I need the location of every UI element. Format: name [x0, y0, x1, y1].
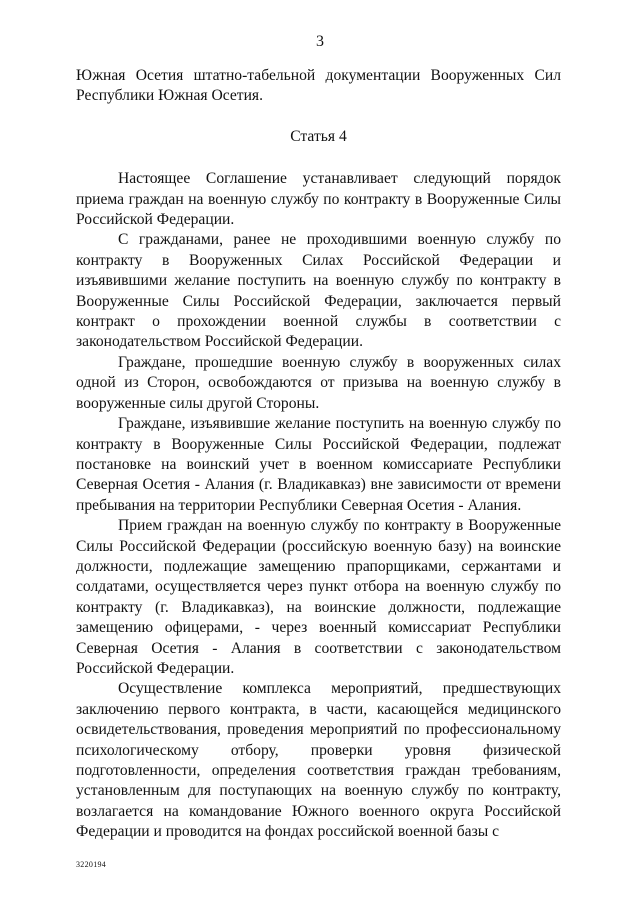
page-number: 3	[316, 33, 324, 50]
document-body	[76, 66, 561, 843]
document-code: 3220194	[76, 860, 107, 869]
article-heading: Статья 4	[290, 127, 347, 145]
continuation-paragraph: Южная Осетия штатно-табельной документации Вооруженных Сил Республики Южная Осетия.	[76, 67, 561, 105]
article-paragraph-2: С гражданами, ранее не проходившими военную службу по контракту в Вооруженных Силах Российской Федерации и изъявившими желание поступить на военную службу по контракту в Вооруженные Силы Российской Федерации, заключается первый контракт о прохождении военной службы в соответствии с законодательством Российской Федерации.	[76, 231, 561, 351]
article-paragraph-5: Прием граждан на военную службу по контракту в Вооруженные Силы Российской Федерации (российскую военную базу) на воинские должности, подлежащие замещению прапорщиками, сержантами и солдатами, осуществляется через пункт отбора на военную службу по контракту (г. Владикавказ), на воинские должности, подлежащие замещению офицерами, - через военный комиссариат Республики Северная Осетия - Алания в соответствии с законодательством Российской Федерации.	[76, 517, 561, 677]
article-paragraph-1: Настоящее Соглашение устанавливает следующий порядок приема граждан на военную службу по контракту в Вооруженные Силы Российской Федерации.	[76, 170, 561, 229]
article-paragraph-4: Граждане, изъявившие желание поступить на военную службу по контракту в Вооруженные Силы Российской Федерации, подлежат постановке на воинский учет в военном комиссариате Республики Северная Осетия - Алания (г. Владикавказ) вне зависимости от времени пребывания на территории Республики Северная Осетия - Алания.	[76, 415, 561, 514]
article-paragraph-3: Граждане, прошедшие военную службу в вооруженных силах одной из Сторон, освобождаются от призыва на военную службу в вооруженные силы другой Стороны.	[76, 353, 561, 412]
article-paragraph-6: Осуществление комплекса мероприятий, предшествующих заключению первого контракта, в части, касающейся медицинского освидетельствования, проведения мероприятий по профессиональному психологическому отбору, проверки уровня физической подготовленности, определения соответствия граждан требованиям, установленным для поступающих на военную службу по контракту, возлагается на командование Южного военного округа Российской Федерации и проводится на фондах российской военной базы с	[76, 680, 561, 841]
